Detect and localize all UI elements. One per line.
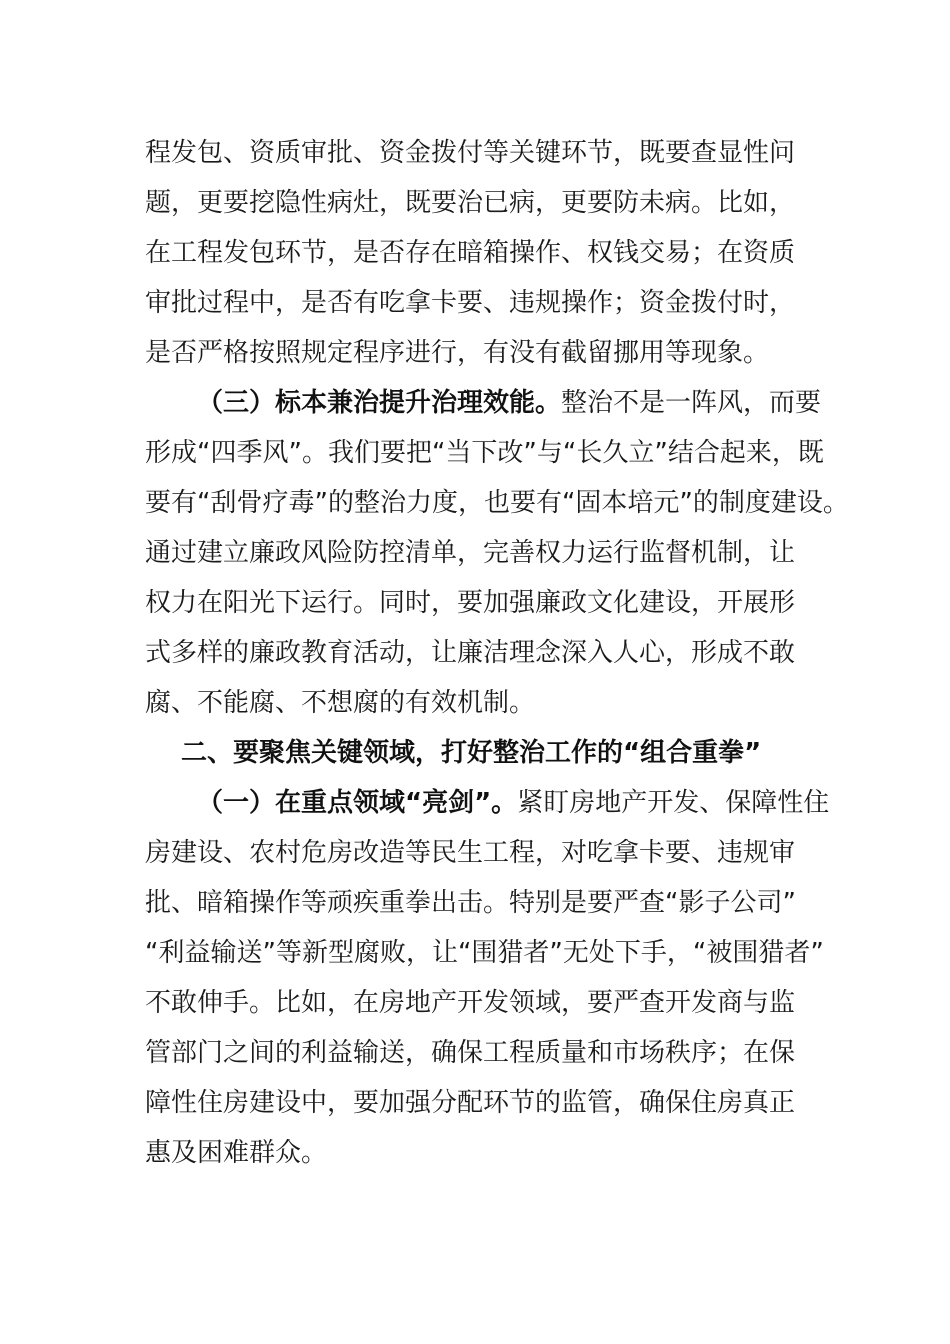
part-2-heading: 二、要聚焦关键领域，打好整治工作的“组合重拳” (181, 738, 762, 768)
body-line: 审批过程中，是否有吃拿卡要、违规操作；资金拨付时， (145, 288, 796, 318)
body-line: 在工程发包环节，是否存在暗箱操作、权钱交易；在资质 (145, 238, 796, 268)
body-line: 形成“四季风”。我们要把“当下改”与“长久立”结合起来，既 (145, 438, 824, 468)
body-line: 惠及困难群众。 (145, 1138, 328, 1168)
body-line: 是否严格按照规定程序进行，有没有截留挪用等现象。 (145, 338, 770, 368)
document-body (145, 128, 849, 1178)
section-1-first-line (145, 778, 845, 828)
body-line: 通过建立廉政风险防控清单，完善权力运行监督机制，让 (145, 538, 796, 568)
body-line: 障性住房建设中，要加强分配环节的监管，确保住房真正 (145, 1088, 796, 1118)
body-line: 房建设、农村危房改造等民生工程，对吃拿卡要、违规审 (145, 838, 796, 868)
section-3-lead-text: 整治不是一阵风，而要 (561, 388, 822, 418)
section-3-heading: （三）标本兼治提升治理效能。 (197, 388, 562, 418)
body-line: 管部门之间的利益输送，确保工程质量和市场秩序；在保 (145, 1038, 796, 1068)
body-line: 腐、不能腐、不想腐的有效机制。 (145, 688, 536, 718)
body-line: 式多样的廉政教育活动，让廉洁理念深入人心，形成不敢 (145, 638, 796, 668)
body-line: 题，更要挖隐性病灶，既要治已病，更要防未病。比如， (145, 188, 796, 218)
body-line: 批、暗箱操作等顽疾重拳出击。特别是要严查“影子公司” (145, 888, 796, 918)
section-3-first-line (145, 378, 845, 428)
body-line: 权力在阳光下运行。同时，要加强廉政文化建设，开展形 (145, 588, 796, 618)
section-1-heading: （一）在重点领域“亮剑”。 (197, 788, 518, 818)
body-line: “利益输送”等新型腐败，让“围猎者”无处下手，“被围猎者” (145, 938, 824, 968)
body-line: 程发包、资质审批、资金拨付等关键环节，既要查显性问 (145, 138, 796, 168)
section-1-lead-text: 紧盯房地产开发、保障性住 (517, 788, 830, 818)
body-line: 不敢伸手。比如，在房地产开发领域，要严查开发商与监 (145, 988, 796, 1018)
body-line: 要有“刮骨疗毒”的整治力度，也要有“固本培元”的制度建设。 (145, 488, 849, 518)
